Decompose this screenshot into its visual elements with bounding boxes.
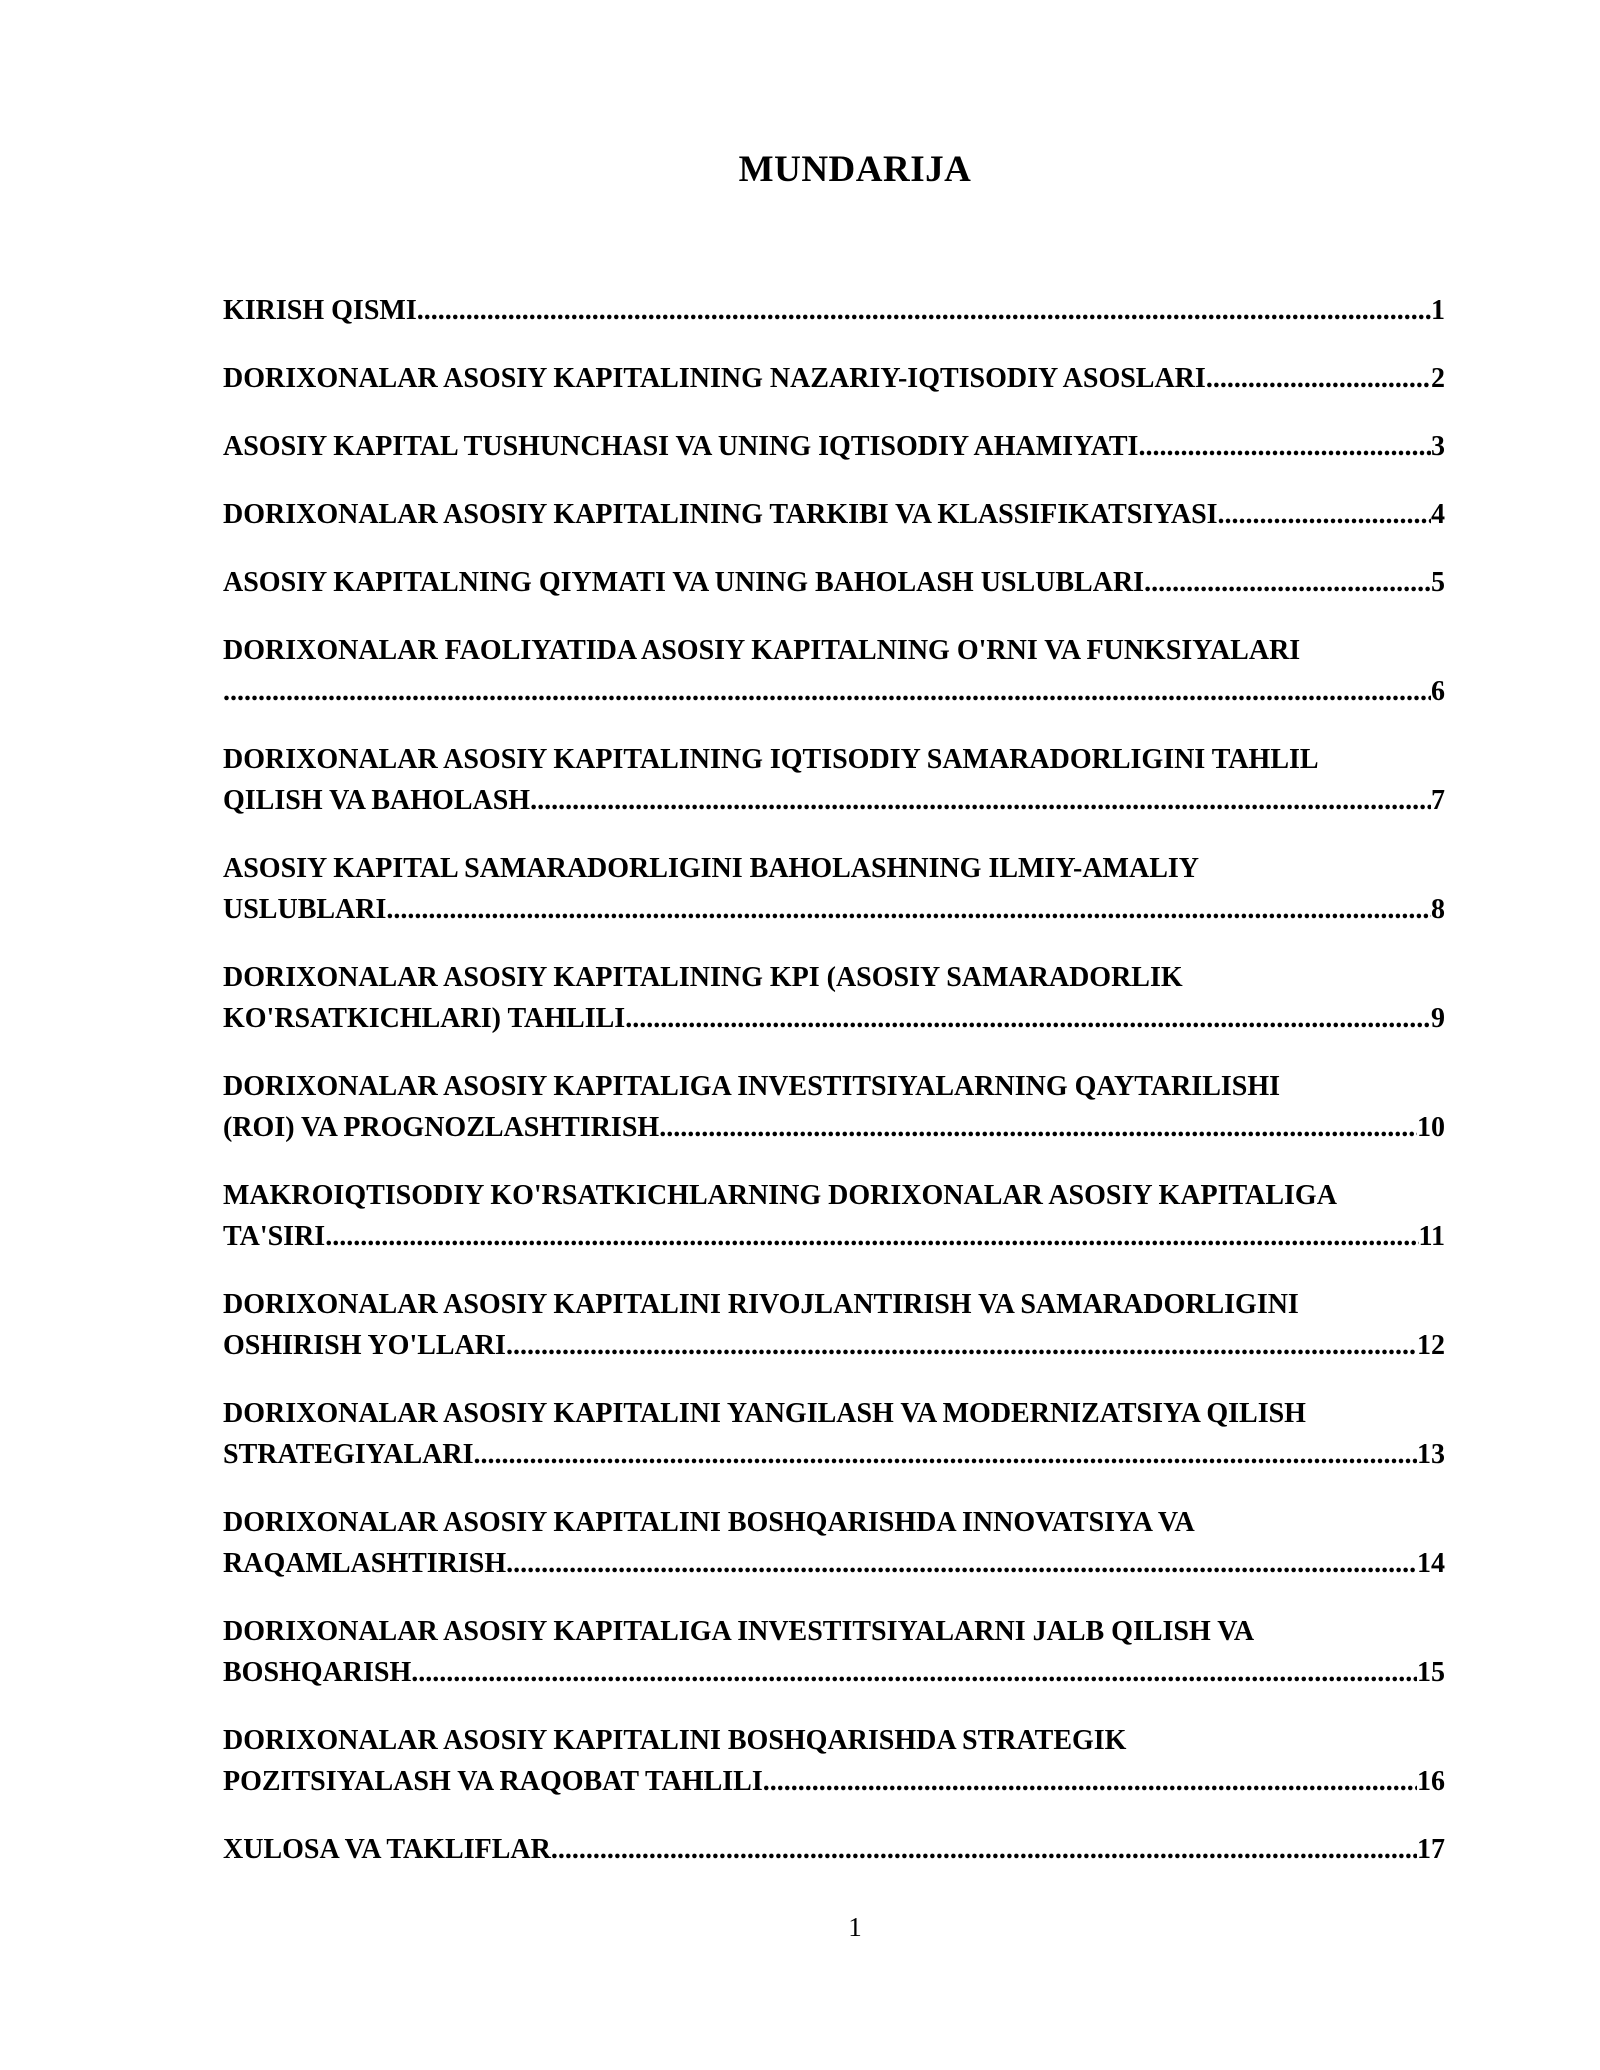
toc-entry[interactable] bbox=[223, 1284, 1445, 1366]
toc-entry-title-continued: TA'SIRI bbox=[223, 1221, 326, 1252]
toc-entry-title: ASOSIY KAPITAL SAMARADORLIGINI BAHOLASHNING ILMIY-AMALIY bbox=[223, 853, 1199, 884]
toc-entry-title: DORIXONALAR ASOSIY KAPITALIGA INVESTITSIYALARNI JALB QILISH VA bbox=[223, 1616, 1255, 1647]
toc-entry[interactable] bbox=[223, 358, 1445, 399]
toc-page-number: 7 bbox=[1431, 785, 1445, 816]
toc-page-number: 2 bbox=[1431, 363, 1445, 394]
toc-page-number: 15 bbox=[1417, 1657, 1445, 1688]
toc-entry-title-continued: POZITSIYALASH VA RAQOBAT TAHLILI bbox=[223, 1766, 763, 1797]
toc-dot-leader bbox=[411, 1652, 1417, 1693]
toc-dot-leader bbox=[625, 998, 1431, 1039]
toc-dot-leader bbox=[530, 780, 1431, 821]
toc-dot-leader bbox=[417, 290, 1431, 331]
toc-entry-title: DORIXONALAR ASOSIY KAPITALINING TARKIBI VA KLASSIFIKATSIYASI bbox=[223, 499, 1218, 530]
toc-entry-title-continued: (ROI) VA PROGNOZLASHTIRISH bbox=[223, 1112, 660, 1143]
toc-entry-title: XULOSA VA TAKLIFLAR bbox=[223, 1834, 551, 1865]
table-of-contents bbox=[223, 290, 1445, 1897]
toc-page-number: 13 bbox=[1417, 1439, 1445, 1470]
toc-entry[interactable] bbox=[223, 426, 1445, 467]
toc-entry-title: DORIXONALAR ASOSIY KAPITALINING IQTISODIY SAMARADORLIGINI TAHLIL bbox=[223, 744, 1319, 775]
toc-entry-title-continued: STRATEGIYALARI bbox=[223, 1439, 474, 1470]
toc-page-number: 5 bbox=[1431, 567, 1445, 598]
toc-entry[interactable] bbox=[223, 957, 1445, 1039]
toc-entry[interactable] bbox=[223, 630, 1445, 712]
toc-entry-title-continued: OSHIRISH YO'LLARI bbox=[223, 1330, 506, 1361]
toc-entry-title: DORIXONALAR ASOSIY KAPITALINING KPI (ASOSIY SAMARADORLIK bbox=[223, 962, 1183, 993]
toc-entry-title: DORIXONALAR ASOSIY KAPITALINI BOSHQARISHDA STRATEGIK bbox=[223, 1725, 1127, 1756]
toc-entry-title: DORIXONALAR ASOSIY KAPITALIGA INVESTITSIYALARNING QAYTARILISHI bbox=[223, 1071, 1281, 1102]
toc-page-number: 4 bbox=[1431, 499, 1445, 530]
toc-page-number: 12 bbox=[1417, 1330, 1445, 1361]
page-footer-number: 1 bbox=[848, 1912, 862, 1942]
toc-entry[interactable] bbox=[223, 1502, 1445, 1584]
toc-dot-leader bbox=[506, 1325, 1417, 1366]
toc-dot-leader bbox=[1206, 358, 1431, 399]
toc-dot-leader bbox=[325, 1216, 1418, 1257]
toc-entry-title: ASOSIY KAPITALNING QIYMATI VA UNING BAHOLASH USLUBLARI bbox=[223, 567, 1145, 598]
toc-page-number: 1 bbox=[1431, 295, 1445, 326]
toc-entry-title: MAKROIQTISODIY KO'RSATKICHLARNING DORIXONALAR ASOSIY KAPITALIGA bbox=[223, 1180, 1337, 1211]
toc-page-number: 17 bbox=[1417, 1834, 1445, 1865]
toc-entry[interactable] bbox=[223, 562, 1445, 603]
toc-page-number: 8 bbox=[1431, 894, 1445, 925]
toc-entry[interactable] bbox=[223, 739, 1445, 821]
toc-page-number: 16 bbox=[1417, 1766, 1445, 1797]
toc-entry-title: DORIXONALAR ASOSIY KAPITALINI BOSHQARISHDA INNOVATSIYA VA bbox=[223, 1507, 1195, 1538]
toc-entry-title-continued: QILISH VA BAHOLASH bbox=[223, 785, 531, 816]
toc-entry-title-continued: BOSHQARISH bbox=[223, 1657, 412, 1688]
toc-entry-title: DORIXONALAR ASOSIY KAPITALINI YANGILASH VA MODERNIZATSIYA QILISH bbox=[223, 1398, 1306, 1429]
toc-entry-title: DORIXONALAR FAOLIYATIDA ASOSIY KAPITALNING O'RNI VA FUNKSIYALARI bbox=[223, 635, 1301, 666]
toc-dot-leader bbox=[1138, 426, 1431, 467]
toc-entry[interactable] bbox=[223, 1393, 1445, 1475]
toc-dot-leader bbox=[506, 1543, 1417, 1584]
toc-page-number: 6 bbox=[1431, 676, 1445, 707]
toc-entry[interactable] bbox=[223, 494, 1445, 535]
toc-page-number: 14 bbox=[1417, 1548, 1445, 1579]
toc-dot-leader bbox=[659, 1107, 1417, 1148]
toc-entry-title-continued: KO'RSATKICHLARI) TAHLILI bbox=[223, 1003, 626, 1034]
toc-entry-title-continued: RAQAMLASHTIRISH bbox=[223, 1548, 507, 1579]
toc-entry[interactable] bbox=[223, 848, 1445, 930]
toc-dot-leader bbox=[1218, 494, 1431, 535]
toc-page-number: 3 bbox=[1431, 431, 1445, 462]
toc-entry[interactable] bbox=[223, 290, 1445, 331]
toc-entry[interactable] bbox=[223, 1066, 1445, 1148]
toc-dot-leader bbox=[223, 671, 1431, 712]
toc-dot-leader bbox=[386, 889, 1431, 930]
toc-entry-title: DORIXONALAR ASOSIY KAPITALINING NAZARIY-IQTISODIY ASOSLARI bbox=[223, 363, 1206, 394]
toc-entry-title-continued: USLUBLARI bbox=[223, 894, 387, 925]
toc-page-number: 9 bbox=[1431, 1003, 1445, 1034]
toc-entry-title: KIRISH QISMI bbox=[223, 295, 417, 326]
toc-entry[interactable] bbox=[223, 1829, 1445, 1870]
toc-entry[interactable] bbox=[223, 1720, 1445, 1802]
toc-entry[interactable] bbox=[223, 1175, 1445, 1257]
toc-dot-leader bbox=[551, 1829, 1417, 1870]
toc-dot-leader bbox=[474, 1434, 1417, 1475]
toc-entry[interactable] bbox=[223, 1611, 1445, 1693]
toc-entry-title: ASOSIY KAPITAL TUSHUNCHASI VA UNING IQTISODIY AHAMIYATI bbox=[223, 431, 1139, 462]
toc-page-number: 11 bbox=[1418, 1221, 1445, 1252]
toc-dot-leader bbox=[763, 1761, 1417, 1802]
toc-entry-title: DORIXONALAR ASOSIY KAPITALINI RIVOJLANTIRISH VA SAMARADORLIGINI bbox=[223, 1289, 1299, 1320]
page-title: MUNDARIJA bbox=[738, 149, 972, 190]
toc-page-number: 10 bbox=[1417, 1112, 1445, 1143]
toc-dot-leader bbox=[1144, 562, 1431, 603]
